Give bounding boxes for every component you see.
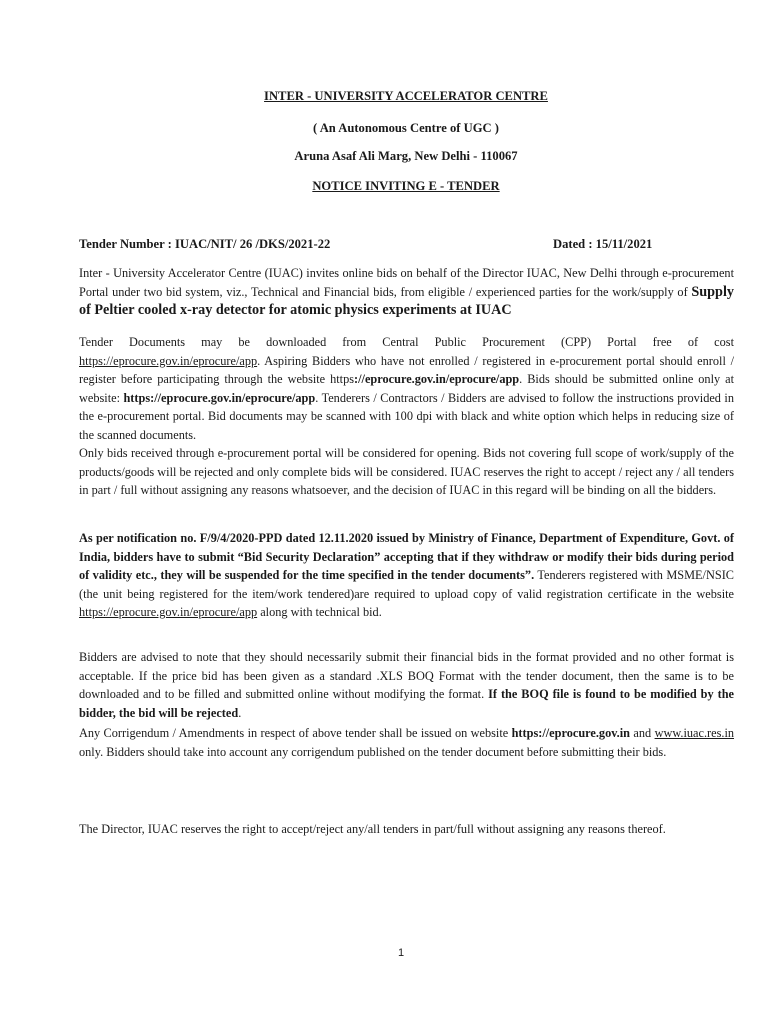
tender-date: Dated : 15/11/2021 bbox=[553, 237, 653, 251]
eprocure-home-url: https://eprocure.gov.in bbox=[511, 726, 631, 740]
msme-tail: along with technical bid. bbox=[257, 605, 382, 620]
boq-warning: If the BOQ file is found to be modified by the bidder, the bid will be rejected bbox=[79, 687, 734, 720]
corrigendum-paragraph bbox=[79, 724, 734, 761]
page-number: 1 bbox=[398, 947, 405, 959]
cpp-portal-link[interactable]: https://eprocure.gov.in/eprocure/app bbox=[79, 353, 258, 368]
boq-text: Bidders are advised to note that they should necessarily submit their financial bids in the format provided and no other format is acceptable. If the price bid has been given as a standard .XLS BOQ Format with the tender document, then the same is to be downloaded and to be filled and submitted online without modifying the format. bbox=[79, 650, 734, 702]
eprocure-url-bold: ://eprocure.gov.in/eprocure/app bbox=[354, 372, 520, 387]
notice-title: NOTICE INVITING E - TENDER bbox=[312, 179, 500, 193]
org-address: Aruna Asaf Ali Marg, New Delhi - 110067 bbox=[294, 149, 518, 163]
corrigendum-tail: only. Bidders should take into account any corrigendum published on the tender document before submitting their bids. bbox=[79, 744, 667, 759]
corrigendum-text: Any Corrigendum / Amendments in respect of above tender shall be issued on website bbox=[79, 726, 512, 740]
boq-paragraph bbox=[79, 648, 734, 722]
intro-paragraph bbox=[79, 264, 734, 320]
intro-text: Inter - University Accelerator Centre (IUAC) invites online bids on behalf of the Director IUAC, New Delhi through e-procurement Portal under two bid system, viz., Technical and Financial bids, from eligible / experienced parties for the work/supply of bbox=[79, 266, 734, 299]
download-text: Tender Documents may be downloaded from Central Public Procurement (CPP) Portal free of cost bbox=[79, 335, 734, 349]
tender-number: Tender Number : IUAC/NIT/ 26 /DKS/2021-22 bbox=[79, 237, 331, 251]
submit-text: . Bids should be submitted online only at website: bbox=[79, 372, 734, 405]
notification-bold-text: As per notification no. F/9/4/2020-PPD dated 12.11.2020 issued by Ministry of Finance, Department of Expenditure, Govt. of India, bidders have to submit “Bid Security Declaration” accepting that if they withdraw or modify their bids during period of validity etc., they will be suspended for the time specified in the tender documents”. bbox=[79, 531, 734, 583]
msme-text: Tenderers registered with MSME/NSIC (the unit being registered for the item/work tendered)are required to upload copy of valid registration certificate in the website bbox=[79, 568, 734, 601]
tender-subject: Supply of Peltier cooled x-ray detector for atomic physics experiments at IUAC bbox=[79, 283, 734, 319]
tender-line bbox=[79, 237, 734, 252]
corrigendum-and: and bbox=[630, 726, 655, 740]
boq-tail: . bbox=[238, 705, 242, 720]
download-paragraph bbox=[79, 333, 734, 445]
org-subtitle: ( An Autonomous Centre of UGC ) bbox=[313, 121, 499, 135]
eprocure-link[interactable]: https://eprocure.gov.in/eprocure/app bbox=[79, 605, 258, 620]
org-heading: INTER - UNIVERSITY ACCELERATOR CENTRE bbox=[264, 89, 548, 103]
director-paragraph: The Director, IUAC reserves the right to accept/reject any/all tenders in part/full without assigning any reasons thereof. bbox=[79, 822, 666, 836]
eprocure-submit-url: https://eprocure.gov.in/eprocure/app bbox=[123, 390, 316, 405]
bids-paragraph: Only bids received through e-procurement portal will be considered for opening. Bids not covering full scope of work/supply of the products/goods will be rejected and only complete bids will be considered. IUAC reserves the right to accept / reject any / all tenders in part / full without assigning any reasons whatsoever, and the decision of IUAC in this regard will be binding on all the bidders. bbox=[79, 446, 734, 498]
enroll-text: . Aspiring Bidders who have not enrolled / registered in e-procurement portal should enroll / register before participating through the website https bbox=[79, 353, 734, 387]
scan-instructions-text: . Tenderers / Contractors / Bidders are advised to follow the instructions provided in the e-procurement portal. Bid documents may be scanned with 100 dpi with black and white option which helps in reducing size of the scanned documents. bbox=[79, 390, 734, 442]
notification-paragraph bbox=[79, 529, 734, 622]
iuac-website-link[interactable]: www.iuac.res.in bbox=[654, 726, 735, 740]
